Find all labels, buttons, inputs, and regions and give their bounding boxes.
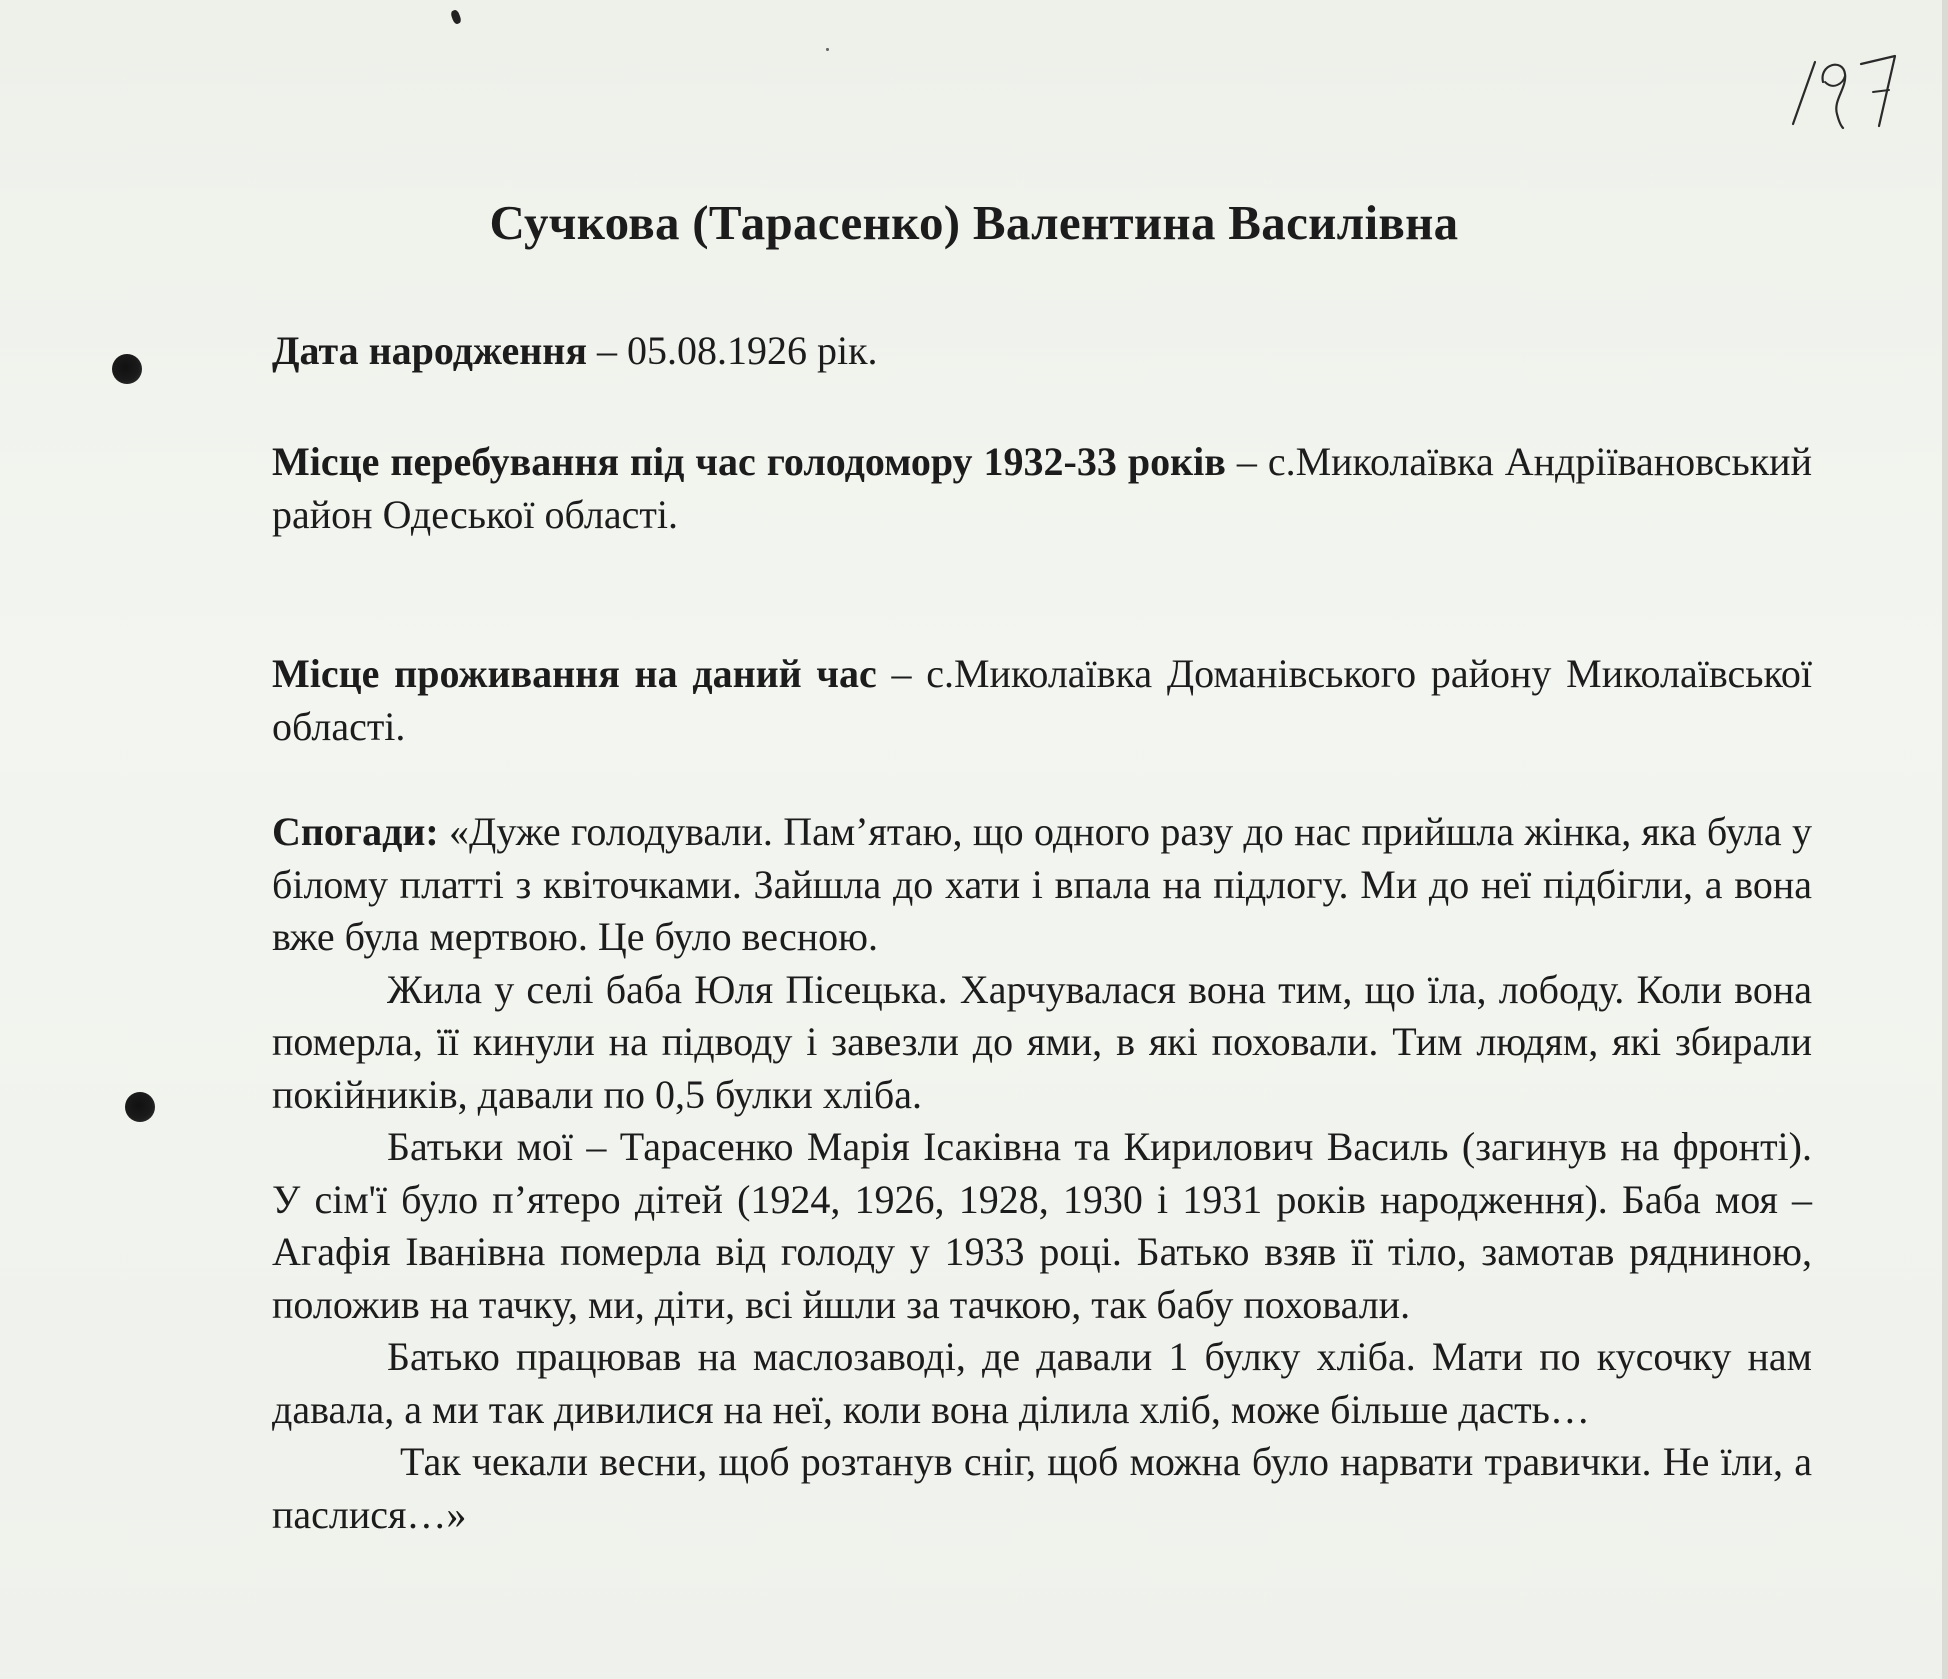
memories-text: Батьки мої – Тарасенко Марія Ісаківна та Кирилович Василь (загинув на фронті). У сім'ї було п’ятеро дітей (1924, 1926, 1928, 1930 і 1931 років народження). Баба моя – Агафія Іванівна померла від голоду у 1933 році. Батько взяв її тіло, замотав рядниною, положив на тачку, ми, діти, всі йшли за тачкою, так бабу поховали. <box>272 1124 1812 1327</box>
current-residence-separator: – <box>876 651 927 696</box>
birth-date-separator: – <box>586 328 627 373</box>
memories-text: Батько працював на маслозаводі, де давали 1 булку хліба. Мати по кусочку нам давала, а ми так дивилися на неї, коли вона ділила хліб, може більше дасть… <box>272 1334 1812 1432</box>
memories-text: «Дуже голодували. Пам’ятаю, що одного разу до нас прийшла жінка, яка була у білому платті з квіточками. Зайшла до хати і впала на підлогу. Ми до неї підбігли, а вона вже була мертвою. Це було весною. <box>272 809 1812 959</box>
memories-paragraph <box>272 806 1812 964</box>
punch-hole <box>112 354 142 384</box>
paper-speck <box>450 9 462 25</box>
memories-text: Жила у селі баба Юля Пісецька. Харчувалася вона тим, що їла, лободу. Коли вона померла, її кинули на підводу і завезли до ями, в які поховали. Тим людям, які збирали покійників, давали по 0,5 булки хліба. <box>272 966 1812 1117</box>
holodomor-place-label: Місце перебування під час голодомору 1932-33 років <box>272 439 1226 484</box>
memories-paragraph <box>272 1331 1812 1436</box>
current-residence-value: с.Миколаївка Доманівського району Миколаївської області. <box>272 651 1813 749</box>
handwritten-page-number <box>1785 42 1905 132</box>
holodomor-place-separator: – <box>1225 439 1268 484</box>
birth-date-value: 05.08.1926 рік. <box>626 328 878 373</box>
memories-paragraph <box>272 1436 1812 1541</box>
document-title: Сучкова (Тарасенко) Валентина Василівна <box>489 195 1459 250</box>
current-residence-label: Місце проживання на даний час <box>272 651 877 696</box>
handwritten-page-number-drawing <box>1785 42 1905 132</box>
memories-block <box>272 806 1812 1541</box>
holodomor-place-block <box>272 436 1812 541</box>
memories-paragraph <box>272 1121 1812 1331</box>
memories-text: Так чекали весни, щоб розтанув сніг, щоб можна було нарвати травички. Не їли, а паслися…» <box>272 1439 1812 1537</box>
birth-date-line <box>272 325 878 377</box>
paper-speck <box>826 48 829 51</box>
memories-paragraph <box>272 964 1812 1122</box>
birth-date-label: Дата народження <box>272 328 587 373</box>
punch-hole <box>125 1092 155 1122</box>
page-edge <box>1942 0 1948 1679</box>
current-residence-block <box>272 648 1812 753</box>
memories-label: Спогади: <box>272 809 439 854</box>
holodomor-place-value: с.Миколаївка Андріївановський район Одеської області. <box>272 439 1812 537</box>
